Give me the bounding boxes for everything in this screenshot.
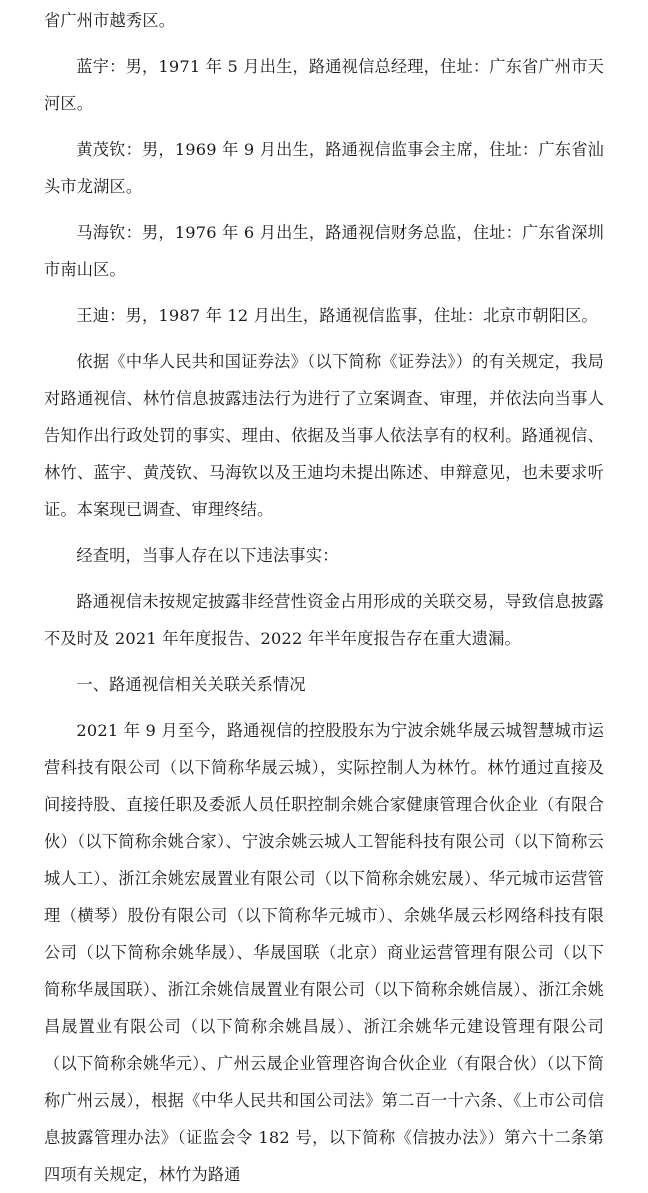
- paragraph-person-huangmaoqin: 黄茂钦：男，1969 年 9 月出生，路通视信监事会主席，住址：广东省汕头市龙湖区。: [44, 140, 604, 196]
- paragraph-legal-basis: 依据《中华人民共和国证券法》（以下简称《证券法》）的有关规定，我局对路通视信、林竹信息披露违法行为进行了立案调查、审理，并依法向当事人告知作出行政处罚的事实、理由、依据及当事人依法享有的权利。路通视信、林竹、蓝宇、黄茂钦、马海钦以及王迪均未提出陈述、申辩意见，也未要求听证。本案现已调查、审理终结。: [44, 352, 604, 519]
- paragraph-person-wangdi: 王迪：男，1987 年 12 月出生，路通视信监事，住址：北京市朝阳区。: [76, 306, 598, 325]
- paragraph-spacer: [44, 703, 604, 712]
- paragraph-spacer: [44, 122, 604, 131]
- paragraph-spacer: [44, 205, 604, 214]
- document-body: [44, 0, 604, 1193]
- paragraph-person-lanyu: 蓝宇：男，1971 年 5 月出生，路通视信总经理，住址：广东省广州市天河区。: [44, 57, 604, 113]
- paragraph-violation-summary: 路通视信未按规定披露非经营性资金占用形成的关联交易，导致信息披露不及时及 2021 年年度报告、2022 年半年度报告存在重大遗漏。: [44, 592, 604, 648]
- paragraph-spacer: [44, 657, 604, 666]
- paragraph-spacer: [44, 334, 604, 343]
- paragraph-spacer: [44, 288, 604, 297]
- paragraph-spacer: [44, 528, 604, 537]
- paragraph-spacer: [44, 39, 604, 48]
- paragraph-continuation-address: 省广州市越秀区。: [44, 11, 176, 30]
- paragraph-related-party-detail: 2021 年 9 月至今，路通视信的控股股东为宁波余姚华晟云城智慧城市运营科技有限公司（以下简称华晟云城），实际控制人为林竹。林竹通过直接及间接持股、直接任职及委派人员任职控制余姚合家健康管理合伙企业（有限合伙）（以下简称余姚合家）、宁波余姚云城人工智能科技有限公司（以下简称云城人工）、浙江余姚宏晟置业有限公司（以下简称余姚宏晟）、华元城市运营管理（横琴）股份有限公司（以下简称华元城市）、余姚华晟云杉网络科技有限公司（以下简称余姚华晟）、华晟国联（北京）商业运营管理有限公司（以下简称华晟国联）、浙江余姚信晟置业有限公司（以下简称余姚信晟）、浙江余姚昌晟置业有限公司（以下简称余姚昌晟）、浙江余姚华元建设管理有限公司（以下简称余姚华元）、广州云晟企业管理咨询合伙企业（有限合伙）（以下简称广州云晟），根据《中华人民共和国公司法》第二百一十六条、《上市公司信息披露管理办法》（证监会令 182 号，以下简称《信披办法》）第六十二条第四项有关规定，林竹为路通: [44, 721, 604, 1184]
- paragraph-person-mahaiqin: 马海钦：男，1976 年 6 月出生，路通视信财务总监，住址：广东省深圳市南山区。: [44, 223, 604, 279]
- paragraph-spacer: [44, 574, 604, 583]
- paragraph-findings-intro: 经查明，当事人存在以下违法事实：: [76, 546, 339, 565]
- section-heading-one: 一、路通视信相关关联关系情况: [76, 675, 306, 694]
